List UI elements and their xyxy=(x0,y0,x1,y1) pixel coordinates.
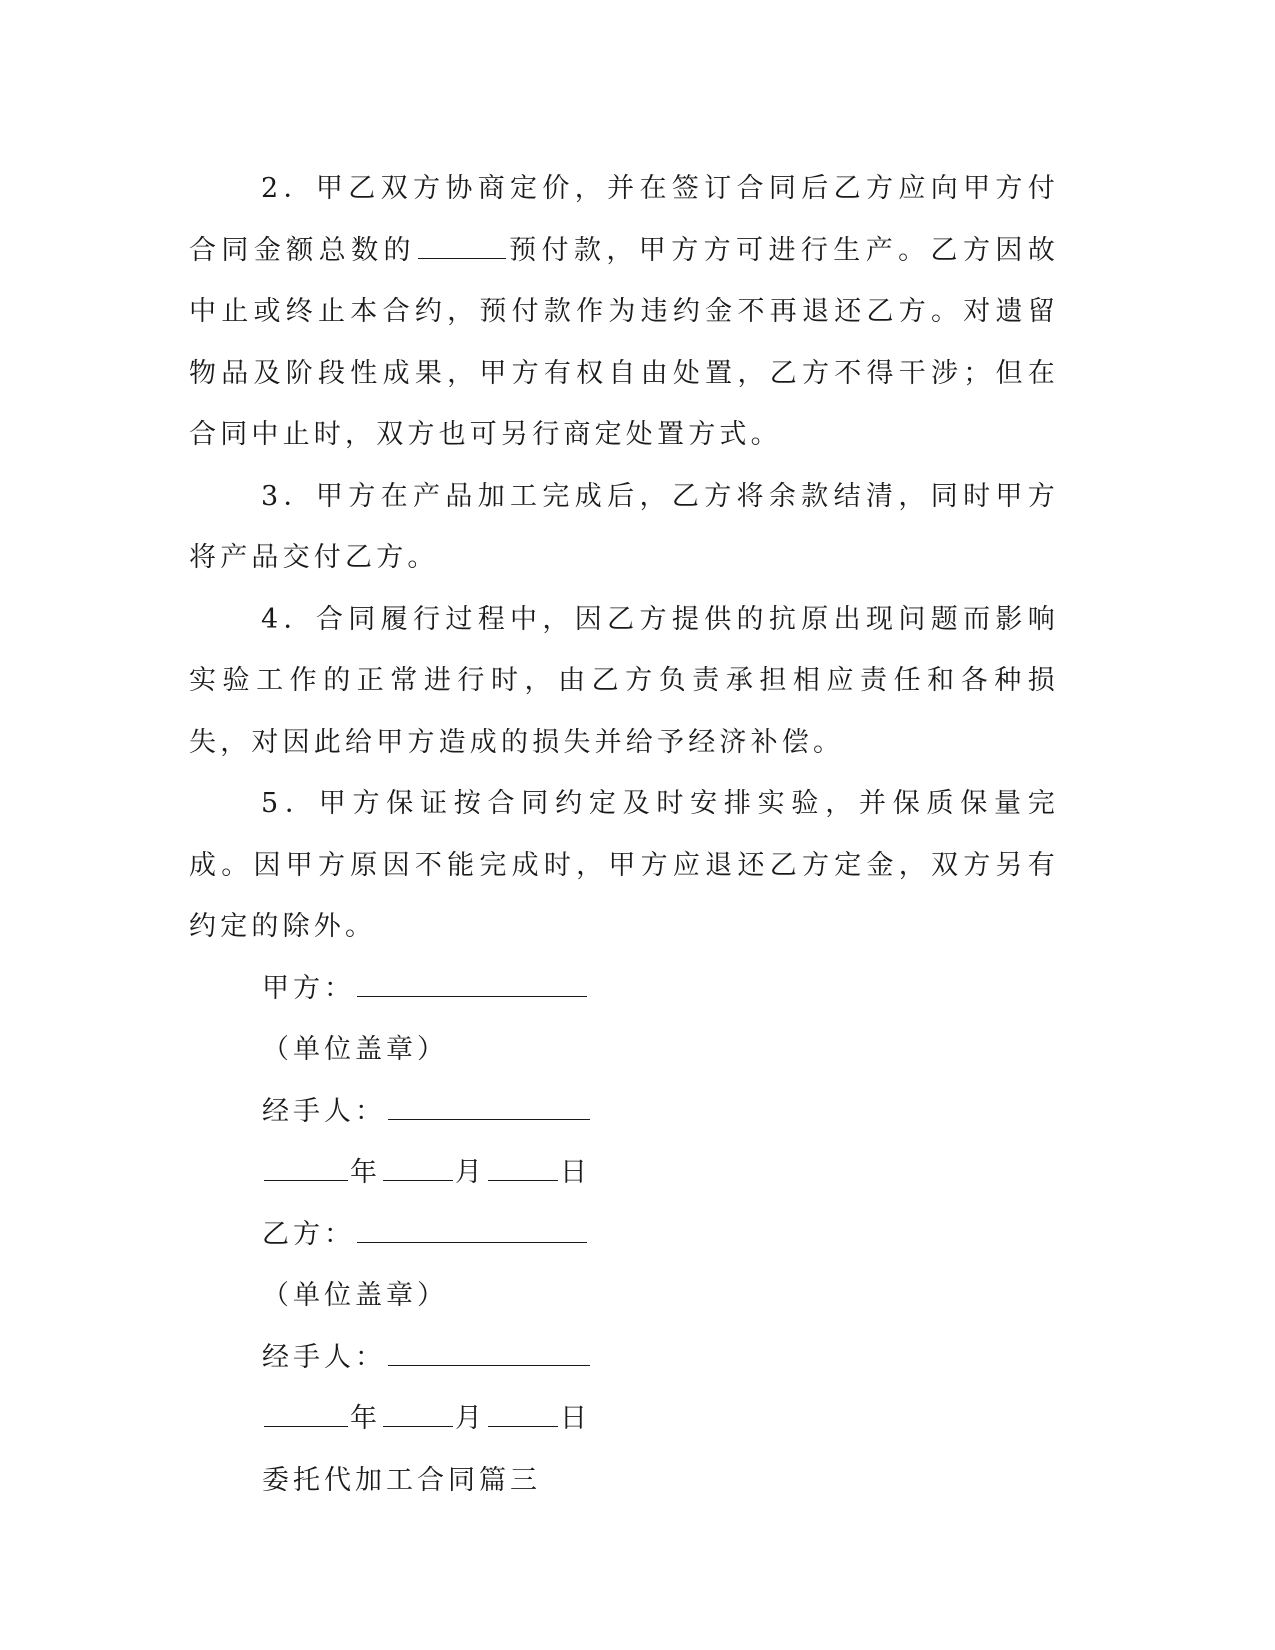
party-b-line xyxy=(189,1204,1059,1266)
clause-2 xyxy=(189,158,1059,466)
party-a-handler-label: 经手人： xyxy=(262,1095,386,1127)
party-b-seal: （单位盖章） xyxy=(262,1280,448,1311)
party-a-day-label: 日 xyxy=(560,1157,591,1188)
party-b-day-label: 日 xyxy=(560,1403,591,1434)
party-b-handler-label: 经手人： xyxy=(262,1341,386,1373)
clause-3: 3．甲方在产品加工完成后，乙方将余款结清，同时甲方将产品交付乙方。 xyxy=(189,480,1059,573)
party-b-handler-line xyxy=(189,1327,1059,1389)
party-b-label: 乙方： xyxy=(262,1218,355,1250)
party-a-handler-blank xyxy=(388,1097,590,1120)
party-a-day-blank xyxy=(488,1158,558,1181)
party-a-month-label: 月 xyxy=(455,1157,486,1188)
party-a-year-label: 年 xyxy=(350,1157,381,1188)
next-section-title: 委托代加工合同篇三 xyxy=(262,1464,541,1496)
party-a-blank xyxy=(357,974,587,997)
party-a-handler-line xyxy=(189,1081,1059,1143)
document-page xyxy=(189,158,1059,1511)
clause-4: 4．合同履行过程中，因乙方提供的抗原出现问题而影响实验工作的正常进行时，由乙方负责承担相应责任和各种损失，对因此给甲方造成的损失并给予经济补偿。 xyxy=(189,603,1059,758)
party-b-blank xyxy=(357,1220,587,1243)
clause-2-text-b: 预付款，甲方方可进行生产。乙方因故中止或终止本合约，预付款作为违约金不再退还乙方。对遗留物品及阶段性成果，甲方有权自由处置，乙方不得干涉；但在合同中止时，双方也可另行商定处置方式。 xyxy=(189,234,1059,450)
party-b-handler-blank xyxy=(388,1343,590,1366)
party-b-date-line xyxy=(189,1388,1059,1450)
party-a-year-blank xyxy=(264,1158,348,1181)
clause-2-text-a: 2．甲乙双方协商定价，并在签订合同后乙方应向甲方付合同金额总数的 xyxy=(189,173,1059,266)
party-a-month-blank xyxy=(383,1158,453,1181)
party-b-day-blank xyxy=(488,1404,558,1427)
prepayment-blank xyxy=(418,236,506,259)
party-b-year-label: 年 xyxy=(350,1403,381,1434)
party-a-label: 甲方： xyxy=(262,972,355,1004)
party-b-month-label: 月 xyxy=(455,1403,486,1434)
party-b-month-blank xyxy=(383,1404,453,1427)
party-b-year-blank xyxy=(264,1404,348,1427)
party-a-seal: （单位盖章） xyxy=(262,1034,448,1065)
party-a-line xyxy=(189,958,1059,1020)
clause-5: 5．甲方保证按合同约定及时安排实验，并保质保量完成。因甲方原因不能完成时，甲方应退还乙方定金，双方另有约定的除外。 xyxy=(189,788,1059,942)
party-a-date-line xyxy=(189,1142,1059,1204)
